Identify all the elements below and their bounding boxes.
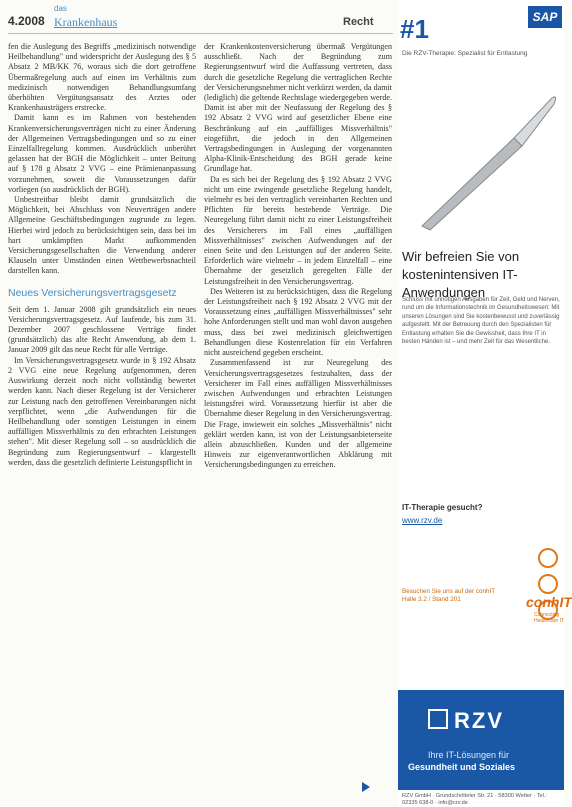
conhit-subtitle: Connecting Healthcare IT [534,612,565,624]
ad-headline: Wir befreien Sie von kostenintensiven IT-Anwendungen [402,249,520,300]
continue-arrow-icon [362,782,370,792]
paragraph: fen die Auslegung des Begriffs „medizinisch notwendige Heilbehandlung" und widerspricht der Auslegung des § 5 Absatz 2 MB/KK 76, woraus sich die dort getroffene Übermaßregelung auch auf einen im Verhältnis zum medizinisch notwendigen Behandlungsumfang überhöhten Vergütungsansatz des Arztes oder Krankenhausträgers erstrecke. [8,42,196,113]
paragraph: Damit kann es im Rahmen von bestehenden Krankenversicherungsverträgen nicht zu einer Änderung der Allgemeinen Vertragsbedingungen und so zu einer Einzelfallregelung kommen. Ausdrücklich unberührt gelassen hat der BGH die Möglichkeit – unter Beitung auf § 178 g Absatz 2 VVG – eine Prämienanpassung vorzunehmen, soweit die Voraussetzungen dafür vorliegen (so ausdrücklich der BGH). [8,113,196,194]
logo-small: das [54,4,67,13]
advertisement [398,0,572,807]
conhit-logo: conhIT [526,594,572,610]
paragraph: der Krankenkostenversicherung übermaß Vergütungen ausschließt. Nach der Begründung zum Regierungsentwurf wird die Auffassung vertreten, dass durch die gesetzliche Regelung die vertraglichen Rechte der Versicherungsnehmer nicht verkürzt werden, da damit (lediglich) die geltende Rechtslage wiedergegeben werde. Damit ist aber mit der Neufassung der Regelung des § 192 Absatz 2 VVG wird auf gesetzlicher Ebene eine Beschränkung auf ein „auffälliges Missverhältnis" eingeführt, die jedoch in den Allgemeinen Vertragsbedingungen in Auslegung der vorgenannten Alpha-Klinik-Entscheidung des BGH gerade keine Grundlage hat. [204,42,392,174]
paragraph: Im Versicherungsvertragsgesetz wurde in § 192 Absatz 2 VVG eine neue Regelung aufgenommen, deren Auswirkung derzeit noch nicht vollständig bewertet werden kann. Nach dieser Regelung ist der Versicherer zur Leistung nach den getroffenen Vereinbarungen nicht verpflichtet, wenn „die Aufwendungen für die Heilbehandlung oder sonstigen Leistungen in einem auffälligen Missverhältnis zu den erbrachten Leistungen stehen". Mit dieser Regelung soll – so ausdrücklich die Begründung zum Regierungsentwurf – klargestellt werden, dass die gesetzlich definierte Leistungspflicht in [8,355,196,467]
ad-tagline: Die RZV-Therapie: Spezialist für Entlastung [402,50,528,57]
event-info: Besuchen Sie uns auf der conhIT Halle 3.2 / Stand 201 [402,588,495,603]
article-column-1 [8,42,196,468]
logo-main: Krankenhaus [54,15,118,29]
ad-question: IT-Therapie gesucht? [402,503,483,512]
paragraph: Unbestreitbar bleibt damit grundsätzlich die Möglichkeit, bei Abschluss von Neuverträgen andere Allgemeine Geschäftsbedingungen zugrunde zu legen. Hierbei wird jedoch zu berücksichtigen sein, dass bei im hart umkämpften Markt aufkommenden Versicherungsgesellschaften die Verwendung anderer Klauseln unter Umständen einen Wettbewerbsnachteil darstellen kann. [8,195,196,276]
ad-footer: RZV GmbH · Grundschötteler Str. 21 · 58300 Wetter · Tel.: 02335 638-0 · info@rzv.de [402,793,547,806]
paragraph: Seit dem 1. Januar 2008 gilt grundsätzlich ein neues Versicherungsvertragsgesetz. Auf laufende, bis zum 31. Dezember 2007 geschlossene Verträge findet (grundsätzlich) das alte Recht Anwendung, ab dem 1. Januar 2009 gilt das neue Recht für alle Verträge. [8,304,196,355]
rzv-logo-icon [428,709,448,729]
page-header [0,0,390,34]
ad-body: Schluss mit unnötigen Ausgaben für Zeit, Geld und Nerven, rund um die Informationstechnik im Gesundheitswesen: Mit unseren Lösungen sind Sie kostenbewusst und zuverlässig aufgestellt. Mit der Betreuung durch den Spezialisten für Entlastung erhalten Sie die Gewissheit, dass Ihre IT in besten Händen ist – und mehr Zeit für das Wesentliche. [402,297,560,346]
sap-logo: SAP [528,6,562,28]
section-title: Recht [343,16,374,28]
service-icon [538,548,558,568]
rzv-banner [398,690,564,790]
rzv-line-2: Gesundheit und Soziales [408,762,516,772]
header-divider [8,33,393,34]
scalpel-icon [418,90,558,230]
paragraph: Zusammenfassend ist zur Neuregelung des Versicherungsvertragsgesetzes festzuhalten, dass der Versicherer im Fall eines auffälligen Missverhältnisses zwischen Aufwendungen und erbrachten Leistungen leistungsfrei wird. Voraussetzung hierfür ist aber die Übernahme dieser Regelung in den Versicherungsvertrag. Die Frage, inwieweit ein solches „Missverhältnis" nicht geklärt werden kann, ist von der Leistungsanbieterseite allein abzuschließen. Kunden und der allgemeine Hinweis zur eigenverantwortlichen Abklärung mit Versicherungsbedingungen zu erreichen. [204,358,392,470]
paragraph: Da es sich bei der Regelung des § 192 Absatz 2 VVG nicht um eine zwingende gesetzliche Regelung handelt, vielmehr es bei den vertraglich vereinbarten Rechten und Pflichten für bereits bestehende Verträge. Die Neuregelung führt damit nicht zu einer Leistungsfreiheit des Versicherers im Fall eines „auffälligen Missverhältnisses" zwischen Aufwendungen auf der einen Seite und den Leistungen auf der anderen Seite. Erforderlich wäre vielmehr – in jedem Einzelfall – eine Übernahme der gesetzlich geregelten Fälle der Leistungsfreiheit in den Versicherungsvertrag. [204,174,392,286]
issue-date: 4.2008 [8,14,45,28]
article-column-2 [204,42,392,471]
ad-number: #1 [400,14,429,44]
journal-logo [54,4,117,31]
rzv-logo: RZV [428,708,504,734]
section-heading: Neues Versicherungsvertragsgesetz [8,286,177,299]
paragraph: Des Weiteren ist zu berücksichtigen, dass die Regelung der Leistungsfreiheit nach § 192 Absatz 2 VVG mit der Voraussetzung eines „auffälligen Missverhältnisses" sehr hohe Anforderungen stellt und man wohl davon ausgehen muss, dass bei zwei medizinisch gleichwertigen Behandlungen diese Kostenrelation für ein Verfahren nicht ausreichend gegeben erscheint. [204,286,392,358]
service-icon [538,574,558,594]
ad-website-link[interactable]: www.rzv.de [402,516,443,525]
rzv-line-1: Ihre IT-Lösungen für [428,750,510,760]
